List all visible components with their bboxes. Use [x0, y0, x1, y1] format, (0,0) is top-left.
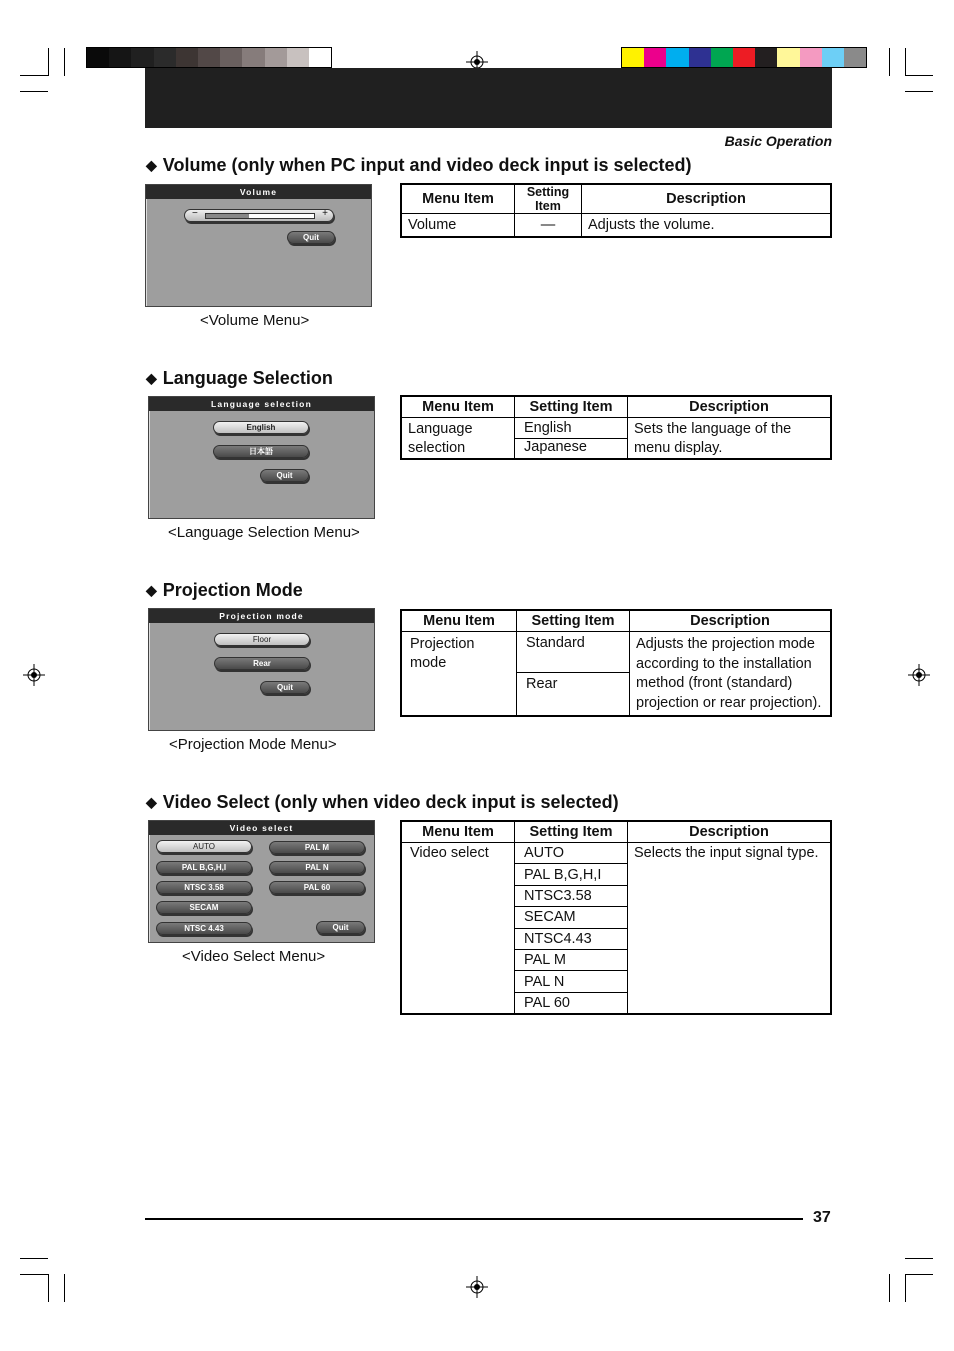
section-heading-video-select: ◆ Video Select (only when video deck input is selected) [146, 792, 619, 812]
quit-button[interactable]: Quit [287, 231, 335, 244]
volume-slider[interactable] [184, 209, 334, 222]
registration-mark-icon [466, 1276, 488, 1298]
menu-caption: <Projection Mode Menu> [169, 736, 337, 753]
crop-mark [889, 1274, 890, 1302]
crop-mark [20, 1258, 48, 1259]
option-rear[interactable]: Rear [214, 657, 310, 670]
registration-mark-icon [908, 664, 930, 686]
option-floor[interactable]: Floor [214, 633, 310, 646]
cell-setting-item: NTSC3.58 [515, 885, 628, 906]
cell-setting-item: NTSC4.43 [515, 928, 628, 949]
option-secam[interactable]: SECAM [156, 901, 252, 914]
crop-mark [889, 48, 890, 76]
option-pal-n[interactable]: PAL N [269, 861, 365, 874]
crop-mark [20, 1274, 48, 1275]
menu-caption: <Language Selection Menu> [168, 524, 360, 541]
color-swatch [154, 48, 176, 67]
color-swatch [265, 48, 287, 67]
header-setting-item: Setting Item [515, 396, 628, 418]
crop-mark [48, 1274, 49, 1302]
cell-setting-item: PAL M [515, 949, 628, 970]
cell-setting-item: PAL 60 [515, 992, 628, 1013]
header-setting-item: Setting Item [515, 821, 628, 843]
diamond-icon: ◆ [146, 582, 157, 598]
cell-description: Sets the language of the menu display. [628, 418, 832, 460]
diamond-icon: ◆ [146, 157, 157, 173]
option-auto[interactable]: AUTO [156, 840, 252, 853]
quit-button[interactable]: Quit [316, 921, 365, 934]
color-swatch [287, 48, 309, 67]
crop-mark [20, 75, 48, 76]
video-select-menu [148, 820, 375, 943]
color-swatch [198, 48, 220, 67]
header-menu-item: Menu Item [401, 184, 515, 214]
option-japanese[interactable]: 日本語 [213, 445, 309, 458]
cell-setting-item: SECAM [515, 907, 628, 928]
video-select-table [400, 820, 832, 1015]
diamond-icon: ◆ [146, 370, 157, 386]
section-label: Basic Operation [724, 133, 832, 149]
cell-setting-item: Japanese [515, 438, 628, 459]
cell-setting-item: — [515, 214, 582, 237]
volume-table [400, 183, 832, 238]
header-band [145, 68, 832, 128]
crop-mark [64, 48, 65, 76]
header-menu-item: Menu Item [401, 821, 515, 843]
header-setting-item: Setting Item [515, 184, 582, 214]
crop-mark [64, 1274, 65, 1302]
table-row [401, 843, 831, 864]
plus-icon: + [322, 208, 328, 219]
color-swatch [242, 48, 264, 67]
cell-setting-item: AUTO [515, 843, 628, 864]
diamond-icon: ◆ [146, 794, 157, 810]
cell-menu-item: Video select [401, 843, 515, 1014]
color-swatch [711, 48, 733, 67]
quit-button[interactable]: Quit [260, 681, 310, 694]
section-heading-volume: ◆ Volume (only when PC input and video deck input is selected) [146, 155, 692, 175]
option-ntsc-443[interactable]: NTSC 4.43 [156, 922, 252, 935]
option-english[interactable]: English [213, 421, 309, 434]
crop-mark [905, 48, 906, 76]
color-swatch [309, 48, 331, 67]
crop-mark [905, 1274, 933, 1275]
page-number: 37 [813, 1209, 831, 1226]
color-swatch [644, 48, 666, 67]
color-swatch [777, 48, 799, 67]
color-swatch [733, 48, 755, 67]
header-menu-item: Menu Item [401, 610, 517, 632]
color-calibration-bar [621, 47, 867, 68]
cell-setting-item: Rear [517, 673, 630, 716]
language-table [400, 395, 832, 460]
color-swatch [689, 48, 711, 67]
footer-rule [145, 1218, 803, 1220]
section-heading-projection: ◆ Projection Mode [146, 580, 303, 600]
grayscale-calibration-bar [86, 47, 332, 68]
cell-description: Selects the input signal type. [628, 843, 832, 1014]
crop-mark [20, 91, 48, 92]
cell-menu-item: Language selection [401, 418, 515, 460]
menu-caption: <Volume Menu> [200, 312, 310, 329]
menu-title: Video select [149, 821, 374, 835]
crop-mark [48, 48, 49, 76]
color-swatch [87, 48, 109, 67]
header-setting-item: Setting Item [517, 610, 630, 632]
cell-setting-item: English [515, 418, 628, 439]
menu-title: Projection mode [149, 609, 374, 623]
option-pal-m[interactable]: PAL M [269, 841, 365, 854]
section-heading-language: ◆ Language Selection [146, 368, 333, 388]
crop-mark [905, 91, 933, 92]
color-swatch [176, 48, 198, 67]
color-swatch [109, 48, 131, 67]
minus-icon: − [192, 208, 198, 219]
cell-menu-item: Projection mode [401, 632, 517, 716]
color-swatch [220, 48, 242, 67]
crop-mark [905, 1258, 933, 1259]
projection-menu [148, 608, 375, 731]
slider-track [205, 213, 315, 219]
option-ntsc-358[interactable]: NTSC 3.58 [156, 881, 252, 894]
color-swatch [822, 48, 844, 67]
header-description: Description [630, 610, 832, 632]
header-description: Description [628, 396, 832, 418]
menu-title: Language selection [149, 397, 374, 411]
color-swatch [131, 48, 153, 67]
slider-fill [206, 214, 249, 218]
crop-mark [905, 75, 933, 76]
quit-button[interactable]: Quit [260, 469, 309, 482]
menu-title: Volume [146, 185, 371, 199]
cell-description: Adjusts the volume. [582, 214, 832, 237]
cell-setting-item: Standard [517, 632, 630, 673]
language-menu [148, 396, 375, 519]
menu-caption: <Video Select Menu> [182, 948, 326, 965]
header-description: Description [628, 821, 832, 843]
registration-mark-icon [23, 664, 45, 686]
cell-menu-item: Volume [401, 214, 515, 237]
volume-menu [145, 184, 372, 307]
cell-setting-item: PAL N [515, 971, 628, 992]
cell-description: Adjusts the projection mode according to the installation method (front (standard) projection or rear projection). [630, 632, 832, 716]
color-swatch [666, 48, 688, 67]
color-swatch [800, 48, 822, 67]
crop-mark [905, 1274, 906, 1302]
option-pal-60[interactable]: PAL 60 [269, 881, 365, 894]
header-menu-item: Menu Item [401, 396, 515, 418]
color-swatch [755, 48, 777, 67]
color-swatch [622, 48, 644, 67]
header-description: Description [582, 184, 832, 214]
option-pal-bghi[interactable]: PAL B,G,H,I [156, 861, 252, 874]
cell-setting-item: PAL B,G,H,I [515, 864, 628, 885]
color-swatch [844, 48, 866, 67]
projection-table [400, 609, 832, 717]
